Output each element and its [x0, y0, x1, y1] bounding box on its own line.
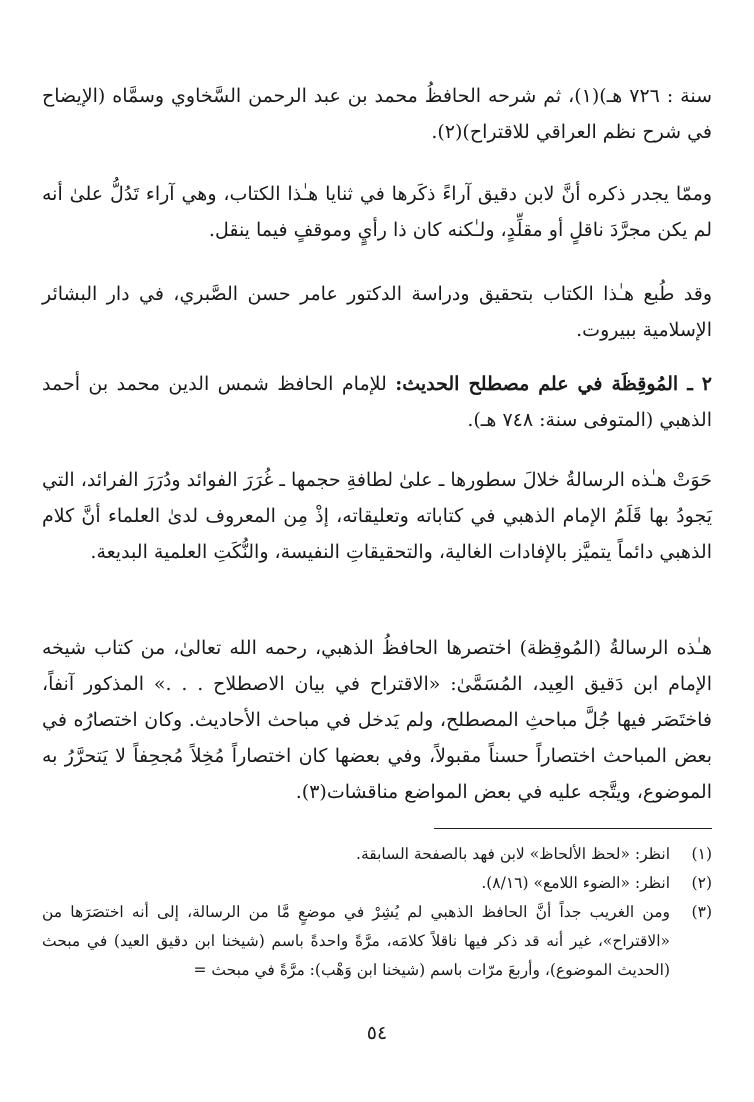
paragraph-4 — [42, 462, 712, 570]
page-number: ٥٤ — [366, 1022, 388, 1044]
footnote-number: (٢) — [691, 874, 712, 892]
paragraph-text: وممّا يجدر ذكره أنَّ لابن دقيق آراءً ذكَرها في ثنايا هـٰذا الكتاب، وهي آراء تَدُلُّ علىٰ أنه لم يكن مجرَّدَ ناقلٍ أو مقلِّدٍ، ولـٰكنه كان ذا رأيٍ وموقفٍ فيما ينقل. — [42, 183, 712, 241]
paragraph-text: حَوَتْ هـٰذه الرسالةُ خلالَ سطورها ـ علىٰ لطافةِ حجمها ـ غُرَرَ الفوائد ودُرَرَ الفرائد، التي يَجودُ بها قَلَمُ الإمام الذهبي في كتاباته وتعليقاته، إذْ مِن المعروف لدىٰ العلماء أنَّ كلام الذهبي دائماً يتميَّز بالإفادات الغالية، والتحقيقاتِ النفيسة، والنُّكَتِ العلمية البديعة. — [42, 469, 712, 563]
footnote-text: انظر: «لحظ الألحاظ» لابن فهد بالصفحة السابقة. — [356, 845, 670, 863]
paragraph-text: سنة : ٧٢٦ هـ)(١)، ثم شرحه الحافظُ محمد بن عبد الرحمن السَّخاوي وسمَّاه (الإيضاح في شرح نظم العراقي للاقتراح)(٢). — [42, 85, 712, 143]
section-title: ٢ ـ المُوقِظَة في علم مصطلح الحديث: — [395, 373, 712, 395]
footnote-text: انظر: «الضوء اللامع» (٨/١٦). — [481, 874, 670, 892]
section-heading-paragraph — [42, 366, 712, 438]
paragraph-text: هـٰذه الرسالةُ (المُوقِظة) اختصرها الحافظُ الذهبي، رحمه الله تعالىٰ، من كتاب شيخه الإمام ابن دَقيق العِيد، المُسَمَّىٰ: «الاقتراح في بيان الاصطلاح . . .» المذكور آنفاً، فاختَصَر فيها جُلَّ مباحثِ المصطلح، ولم يَدخل في مباحث الأحاديث. وكان اختصارُه في بعض المباحث اختصاراً حسناً مقبولاً، وفي بعضها كان اختصاراً مُخِلاً مُجحِفاً لا يَتحرَّرُ به الموضوع، ويتَّجه عليه في بعض المواضع مناقشات(٣). — [42, 637, 712, 803]
footnote-separator — [434, 828, 712, 829]
footnote-text: ومن الغريب جداً أنَّ الحافظ الذهبي لم يُشِرْ في موضعٍ مَّا من الرسالة، إلى أنه اختصَرَها من «الاقتراح»، غير أنه قد ذكر فيها ناقلاً كلامَه، مرَّةً واحدةً باسم (شيخنا ابن دقيق العيد) في مبحث (الحديث الموضوع)، وأربعَ مرّات باسم (شيخنا ابن وَهْب): مرَّةً في مبحث = — [42, 903, 670, 979]
footnote-1 — [42, 840, 712, 869]
section-description: للإمام الحافظ شمس الدين محمد بن أحمد الذهبي (المتوفى سنة: ٧٤٨ هـ). — [42, 373, 712, 431]
paragraph-2 — [42, 176, 712, 248]
paragraph-3 — [42, 276, 712, 348]
footnote-3 — [42, 898, 712, 985]
paragraph-1 — [42, 78, 712, 150]
paragraph-5 — [42, 630, 712, 810]
paragraph-text: وقد طُبع هـٰذا الكتاب بتحقيق ودراسة الدكتور عامر حسن الصَّبري، في دار البشائر الإسلامية ببيروت. — [42, 283, 712, 341]
footnote-number: (١) — [691, 845, 712, 863]
footnote-number: (٣) — [691, 903, 712, 921]
footnotes — [42, 840, 712, 985]
footnote-2 — [42, 869, 712, 898]
